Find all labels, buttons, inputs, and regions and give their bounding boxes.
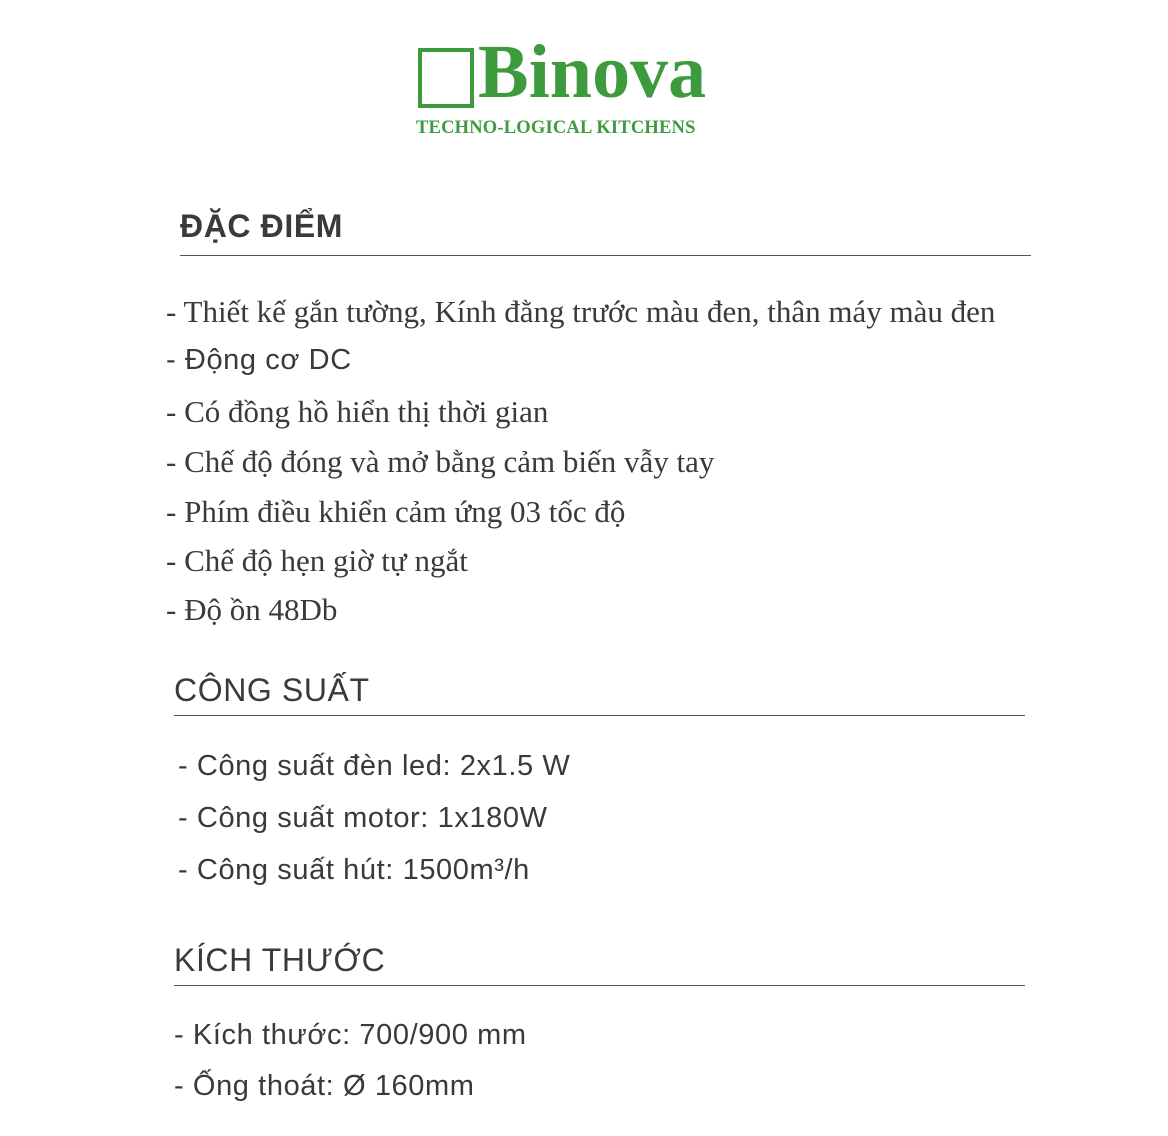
power-item: - Công suất hút: 1500m³/h xyxy=(178,854,530,886)
feature-item: - Có đồng hồ hiển thị thời gian xyxy=(166,394,549,429)
feature-item: - Chế độ đóng và mở bằng cảm biến vẫy tay xyxy=(166,444,715,479)
dimension-item: - Ống thoát: Ø 160mm xyxy=(174,1070,475,1102)
feature-item: - Chế độ hẹn giờ tự ngắt xyxy=(166,543,468,578)
feature-item: - Động cơ DC xyxy=(166,344,352,376)
features-divider xyxy=(180,255,1031,256)
logo-wordmark: Binova xyxy=(478,30,707,114)
dimension-item: - Kích thước: 700/900 mm xyxy=(174,1019,527,1051)
dimensions-heading: KÍCH THƯỚC xyxy=(174,942,386,978)
feature-item: - Phím điều khiển cảm ứng 03 tốc độ xyxy=(166,494,626,529)
features-heading: ĐẶC ĐIỂM xyxy=(180,208,344,244)
logo-square-icon xyxy=(418,48,474,108)
power-item: - Công suất đèn led: 2x1.5 W xyxy=(178,750,571,782)
power-item: - Công suất motor: 1x180W xyxy=(178,802,548,834)
power-heading: CÔNG SUẤT xyxy=(174,672,370,708)
power-divider xyxy=(174,715,1025,716)
dimensions-divider xyxy=(174,985,1025,986)
feature-item: - Thiết kế gắn tường, Kính đằng trước màu đen, thân máy màu đen xyxy=(166,294,996,329)
binova-logo xyxy=(414,30,774,150)
feature-item: - Độ ồn 48Db xyxy=(166,592,338,627)
logo-tagline: TECHNO-LOGICAL KITCHENS xyxy=(416,118,696,138)
